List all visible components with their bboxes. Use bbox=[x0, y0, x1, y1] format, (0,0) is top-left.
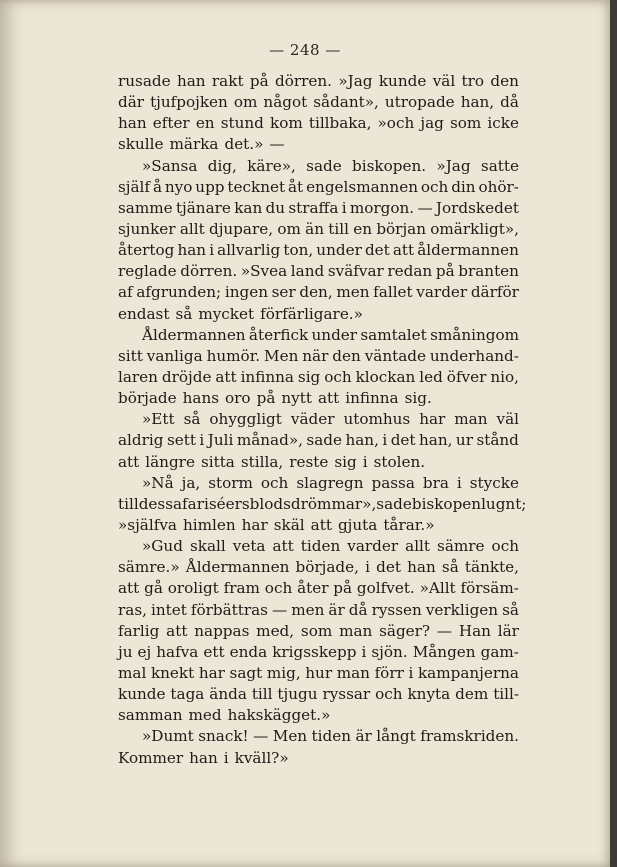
text-line: samman med hakskägget.» bbox=[118, 706, 331, 725]
text-line: sämre.» Åldermannen började, i det han så tänkte, bbox=[118, 558, 519, 577]
text-line: Åldermannen återfick under samtalet småningom bbox=[142, 325, 519, 344]
text-line: »Gud skall veta att tiden varder allt sämre och bbox=[142, 537, 519, 556]
text-line: att gå oroligt fram och åter på golfvet. »Allt försäm- bbox=[118, 579, 519, 598]
text-line: endast så mycket förfärligare.» bbox=[118, 304, 363, 323]
text-line: skulle märka det.» — bbox=[118, 135, 285, 154]
text-line: återtog han i allvarlig ton, under det att åldermannen bbox=[118, 241, 519, 260]
page-number: — 248 — bbox=[269, 41, 341, 59]
text-line: sjunker allt djupare, om än till en början omärkligt», bbox=[118, 219, 519, 238]
text-line: »Dumt snack! — Men tiden är långt framskriden. bbox=[142, 727, 519, 746]
text-line: Kommer han i kväll?» bbox=[118, 748, 289, 767]
text-line: ju ej hafva ett enda krigsskepp i sjön. Mången gam- bbox=[118, 642, 519, 661]
text-line: farlig att nappas med, som man säger? — Han lär bbox=[118, 621, 519, 640]
text-line: sitt vanliga humör. Men när den väntade underhand- bbox=[118, 346, 519, 365]
page-edge bbox=[610, 0, 617, 867]
text-line: började hans oro på nytt att infinna sig. bbox=[118, 389, 432, 408]
text-line: »Nå ja, storm och slagregn passa bra i stycke bbox=[142, 473, 519, 492]
text-line: samme tjänare kan du straffa i morgon. — Jordskedet bbox=[118, 198, 519, 217]
text-line: ras, intet förbättras — men är då ryssen verkligen så bbox=[118, 600, 519, 619]
body-text bbox=[118, 71, 527, 769]
text-line: han efter en stund kom tillbaka, »och jag som icke bbox=[118, 114, 519, 133]
text-line: till dessa fariséers blodsdrömmar», sade biskopen lugnt; bbox=[118, 494, 527, 513]
text-line: där tjufpojken om något sådant», utropade han, då bbox=[118, 93, 519, 112]
text-line: själf å nyo upp tecknet åt engelsmannen och din ohör- bbox=[118, 177, 519, 196]
text-line: kunde taga ända till tjugu ryssar och knyta dem till- bbox=[118, 685, 519, 704]
text-line: reglade dörren. »Svea land sväfvar redan på branten bbox=[118, 262, 519, 281]
text-line: laren dröjde att infinna sig och klockan led öfver nio, bbox=[118, 367, 519, 386]
text-line: »Sansa dig, käre», sade biskopen. »Jag satte bbox=[142, 156, 519, 175]
text-line: mal knekt har sagt mig, hur man förr i kampanjerna bbox=[118, 663, 519, 682]
text-line: »själfva himlen har skäl att gjuta tårar.» bbox=[118, 515, 435, 534]
text-line: rusade han rakt på dörren. »Jag kunde väl tro den bbox=[118, 72, 519, 90]
text-line: att längre sitta stilla, reste sig i stolen. bbox=[118, 452, 426, 471]
text-line: »Ett så ohyggligt väder utomhus har man väl bbox=[142, 410, 519, 429]
text-line: aldrig sett i Juli månad», sade han, i det han, ur stånd bbox=[118, 431, 519, 450]
text-line: af afgrunden; ingen ser den, men fallet varder därför bbox=[118, 283, 519, 302]
